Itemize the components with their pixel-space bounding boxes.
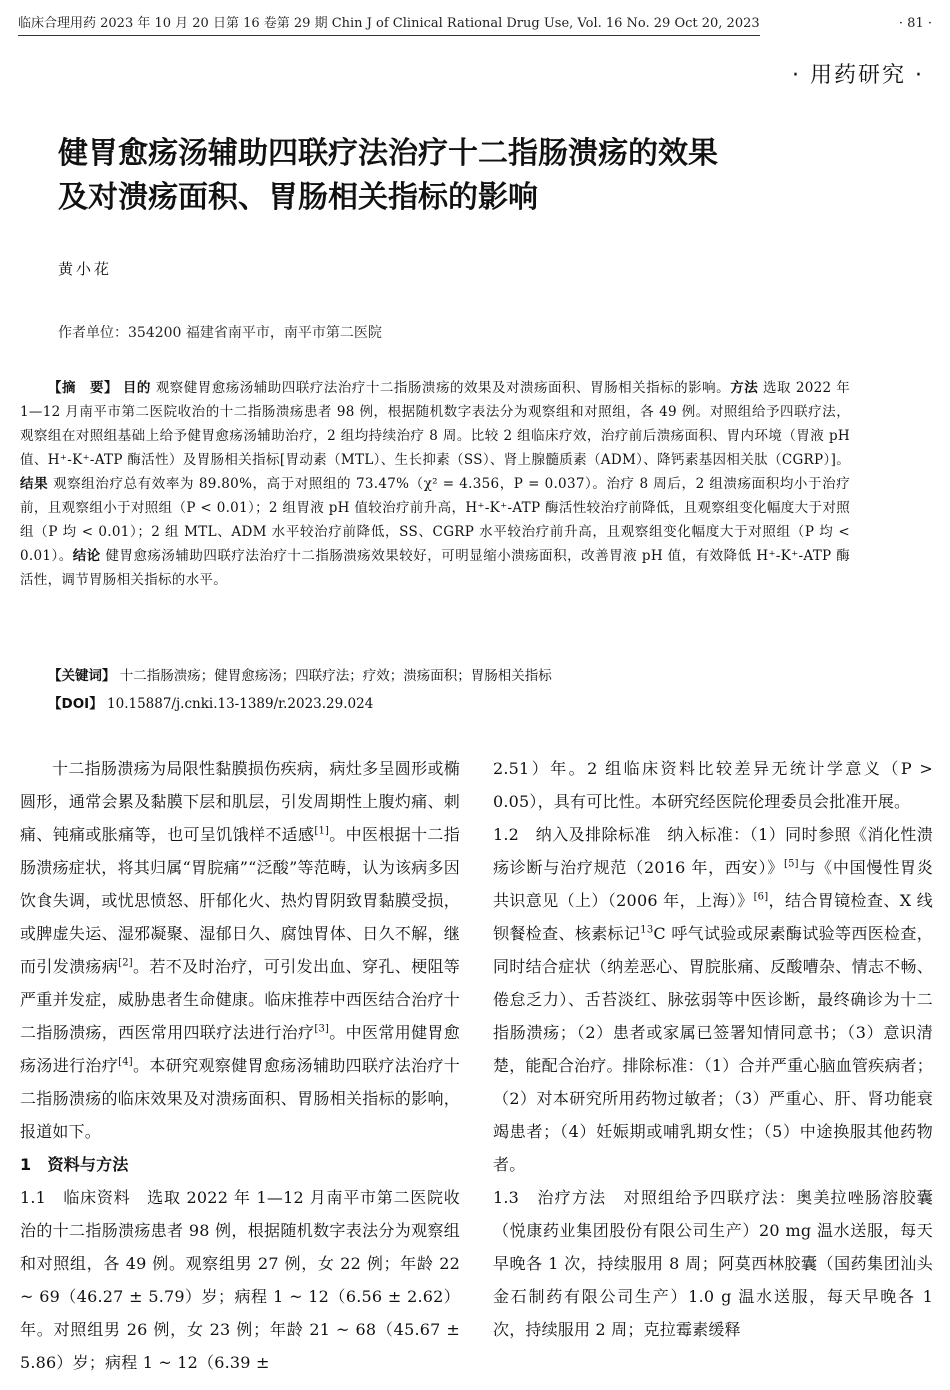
author: 黄小花 (58, 260, 113, 278)
abstract (20, 376, 850, 592)
citation-2[interactable]: [2] (118, 957, 133, 969)
citation-3[interactable]: [3] (314, 1023, 330, 1035)
intro-paragraph: 十二指肠溃疡为局限性黏膜损伤疾病，病灶多呈圆形或椭圆形，通常会累及黏膜下层和肌层，引发周期性上腹灼痛、刺痛、钝痛或胀痛等，也可呈饥饿样不适感[1]。中医根据十二指肠溃疡症状，将其归属“胃脘痛”“泛酸”等范畴，认为该病多因饮食失调，或忧思愤怒、肝郁化火、热灼胃阴致胃黏膜受损，或脾虚失运、湿邪凝聚、湿郁日久、腐蚀胃体、日久不解，继而引发溃疡病[2]。若不及时治疗，可引发出血、穿孔、梗阻等严重并发症，威胁患者生命健康。临床推荐中西医结合治疗十二指肠溃疡，西医常用四联疗法进行治疗[3]。中医常用健胃愈疡汤进行治疗[4]。本研究观察健胃愈疡汤辅助四联疗法治疗十二指肠溃疡的临床效果及对溃疡面积、胃肠相关指标的影响，报道如下。 (20, 759, 460, 1141)
title-line-2: 及对溃疡面积、胃肠相关指标的影响 (58, 180, 538, 215)
running-header (18, 14, 932, 36)
section-1-1-label: 1.1 临床资料 (20, 1188, 131, 1207)
doi-text: 10.15887/j.cnki.13-1389/r.2023.29.024 (107, 696, 374, 712)
doi-label: 【DOI】 (48, 696, 103, 712)
section-1-3: 1.3 治疗方法 对照组给予四联疗法：奥美拉唑肠溶胶囊（悦康药业集团股份有限公司生产）20 mg 温水送服，每天早晚各 1 次，持续服用 8 周；阿莫西林胶囊（国药集团汕头金石制药有限公司生产）1.0 g 温水送服，每天早晚各 1 次，持续服用 2 周；克拉霉素缓释 (493, 1188, 933, 1339)
body-column-right (493, 752, 933, 1346)
results-label: 结果 (20, 476, 49, 492)
body-column-left (20, 752, 460, 1379)
results-text: 观察组治疗总有效率为 89.80%，高于对照组的 73.47%（χ² = 4.356，P = 0.037）。治疗 8 周后，2 组溃疡面积均小于治疗前，且观察组小于对照组（P < 0.01）；2 组胃液 pH 值较治疗前升高，H⁺-K⁺-ATP 酶活性较治疗前降低，且观察组变化幅度大于对照组（P 均 < 0.01）；2 组 MTL、ADM 水平较治疗前降低，SS、CGRP 水平较治疗前升高，且观察组变化幅度大于对照组（P 均 < 0.01）。 (20, 476, 851, 564)
section-1-1-continued: 2.51）年。2 组临床资料比较差异无统计学意义（P > 0.05），具有可比性。本研究经医院伦理委员会批准开展。 (493, 759, 933, 811)
citation-1[interactable]: [1] (314, 825, 330, 837)
citation-6[interactable]: [6] (753, 891, 769, 903)
journal-citation: 临床合理用药 2023 年 10 月 20 日第 16 卷第 29 期 Chin J of Clinical Rational Drug Use, Vol. 16 No. 29 Oct 20, 2023 (18, 14, 760, 36)
section-1-1: 1.1 临床资料 选取 2022 年 1—12 月南平市第二医院收治的十二指肠溃疡患者 98 例，根据随机数字表法分为观察组和对照组，各 49 例。观察组男 27 例，女 22 例；年龄 22 ~ 69（46.27 ± 5.79）岁；病程 1 ~ 12（6.56 ± 2.62）年。对照组男 26 例，女 23 例；年龄 21 ~ 68（45.67 ± 5.86）岁；病程 1 ~ 12（6.39 ± (20, 1188, 461, 1372)
doi (48, 694, 373, 714)
conclusion-text: 健胃愈疡汤辅助四联疗法治疗十二指肠溃疡效果较好，可明显缩小溃疡面积，改善胃液 pH 值，有效降低 H⁺-K⁺-ATP 酶活性，调节胃肠相关指标的水平。 (20, 548, 851, 588)
conclusion-label: 结论 (72, 548, 101, 564)
objective-label: 目的 (122, 380, 151, 396)
keywords-text: 十二指肠溃疡；健胃愈疡汤；四联疗法；疗效；溃疡面积；胃肠相关指标 (119, 668, 552, 684)
keywords-label: 【关键词】 (48, 668, 116, 684)
section-1-2-label: 1.2 纳入及排除标准 (493, 825, 651, 844)
methods-text: 选取 2022 年 1—12 月南平市第二医院收治的十二指肠溃疡患者 98 例，根据随机数字表法分为观察组和对照组，各 49 例。对照组给予四联疗法，观察组在对照组基础上给予健胃愈疡汤辅助治疗，2 组均持续治疗 8 周。比较 2 组临床疗效，治疗前后溃疡面积、胃内环境（胃液 pH 值、H⁺-K⁺-ATP 酶活性）及胃肠相关指标[胃动素（MTL）、生长抑素（SS）、肾上腺髓质素（ADM）、降钙素基因相关肽（CGRP）]。 (20, 380, 851, 468)
keywords (48, 666, 552, 686)
section-1-2: 1.2 纳入及排除标准 纳入标准：（1）同时参照《消化性溃疡诊断与治疗规范（2016 年，西安）》[5]与《中国慢性胃炎共识意见（上）（2006 年，上海）》[6]，结合胃镜检查、X 线钡餐检查、核素标记$^{13}$C 呼气试验或尿素酶试验等西医检查，同时结合症状（纳差恶心、胃脘胀痛、反酸嘈杂、情志不畅、倦怠乏力）、舌苔淡红、脉弦弱等中医诊断，最终确诊为十二指肠溃疡；（2）患者或家属已签署知情同意书；（3）意识清楚，能配合治疗。排除标准：（1）合并严重心脑血管疾病者；（2）对本研究所用药物过敏者；（3）严重心、肝、肾功能衰竭患者；（4）妊娠期或哺乳期女性；（5）中途换服其他药物者。 (493, 825, 933, 1174)
objective-text: 观察健胃愈疡汤辅助四联疗法治疗十二指肠溃疡的效果及对溃疡面积、胃肠相关指标的影响。 (155, 380, 731, 396)
article-title (58, 132, 878, 220)
section-heading-1: 1 资料与方法 (20, 1155, 129, 1174)
isotope-superscript: 13 (640, 924, 654, 936)
abstract-label: 【摘 要】 (48, 380, 119, 396)
title-line-1: 健胃愈疡汤辅助四联疗法治疗十二指肠溃疡的效果 (58, 136, 718, 171)
citation-5[interactable]: [5] (784, 858, 799, 870)
page-number: · 81 · (898, 16, 932, 31)
citation-4[interactable]: [4] (118, 1056, 133, 1068)
methods-label: 方法 (730, 380, 759, 396)
section-1-3-label: 1.3 治疗方法 (493, 1188, 607, 1207)
section-label: · 用药研究 · (792, 63, 924, 88)
affiliation: 作者单位：354200 福建省南平市，南平市第二医院 (58, 325, 382, 341)
